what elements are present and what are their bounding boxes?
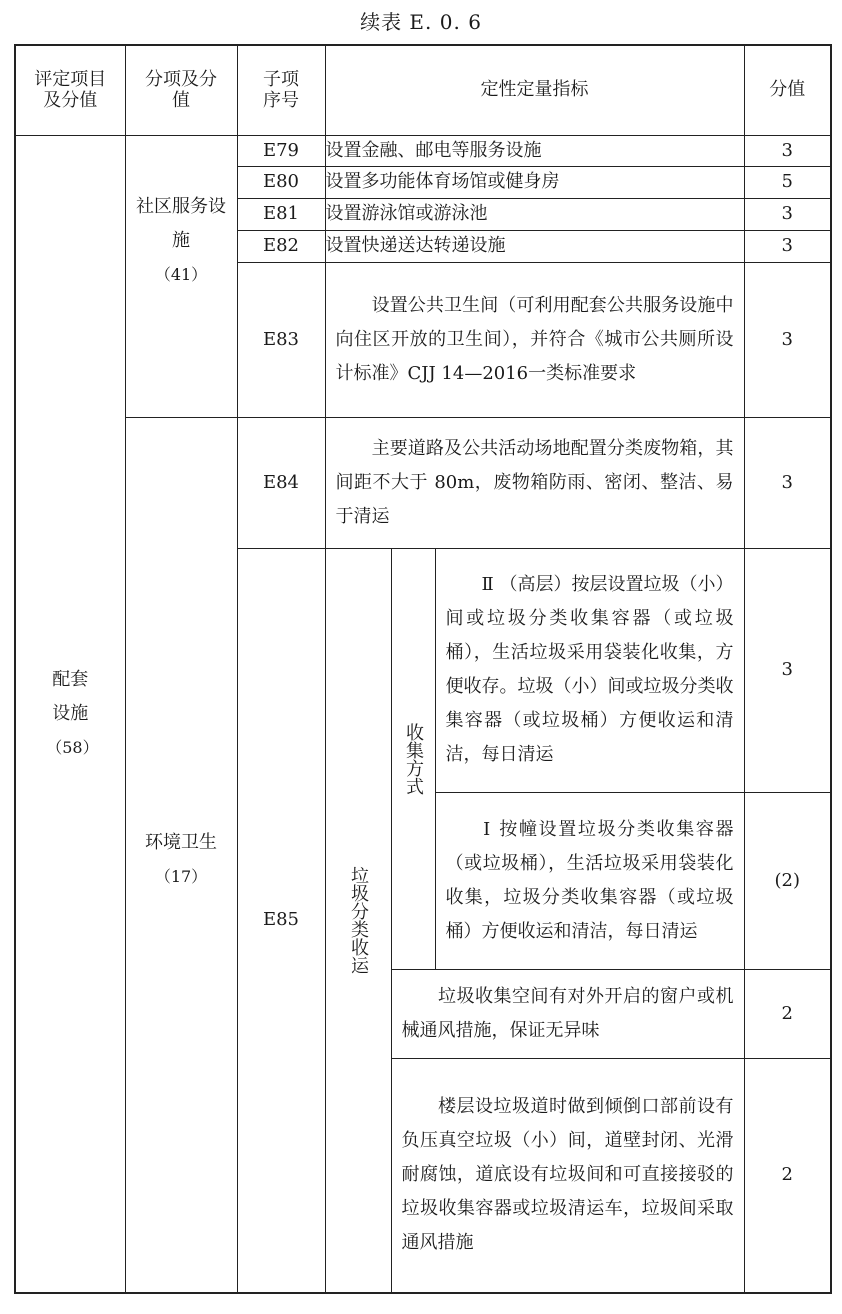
item-code: E82 [237, 230, 325, 262]
item-score: 3 [744, 135, 831, 166]
header-criteria [325, 45, 744, 135]
item-score: 3 [744, 262, 831, 417]
table-caption: 续表 E. 0. 6 [360, 10, 482, 34]
item-code: E83 [237, 262, 325, 417]
item-text: 设置快递送达转递设施 [325, 230, 744, 262]
group-name: 社区服务设施 [136, 195, 226, 251]
option-1-score: (2) [744, 792, 831, 969]
header-score [744, 45, 831, 135]
item-text: 设置金融、邮电等服务设施 [325, 135, 744, 166]
group-score: （17） [154, 866, 208, 886]
table-row [15, 135, 831, 166]
item-text-cell [391, 1058, 744, 1293]
item-text: 主要道路及公共活动场地配置分类废物箱，其间距不大于 80m，废物箱防雨、密闭、整洁、易于清运 [335, 437, 734, 527]
header-category-label: 评定项目及分值 [34, 68, 107, 112]
table-row [15, 417, 831, 548]
header-code-label: 子项序号 [263, 68, 299, 112]
chute-text: 楼层设垃圾道时做到倾倒口部前设有负压真空垃圾（小）间，道壁封闭、光滑耐腐蚀，道底设有垃圾间和可直接接驳的垃圾收集容器或垃圾清运车，垃圾间采取通风措施 [401, 1096, 734, 1254]
option-2-score: 3 [744, 548, 831, 792]
waste-sorting-cell [325, 548, 391, 1293]
item-text-cell [391, 969, 744, 1058]
header-criteria-label: 定性定量指标 [480, 79, 589, 101]
ventilation-score: 2 [744, 969, 831, 1058]
collection-method-cell [391, 548, 435, 969]
group-name: 环境卫生 [145, 831, 217, 853]
chute-score: 2 [744, 1058, 831, 1293]
header-row [15, 45, 831, 135]
category-cell [15, 135, 125, 1293]
option-2-text: Ⅱ （高层）按层设置垃圾（小）间或垃圾分类收集容器（或垃圾桶），生活垃圾采用袋装化收集，方便收存。垃圾（小）间或垃圾分类收集容器（或垃圾桶）方便收运和清洁，每日清运 [445, 574, 734, 765]
evaluation-table [14, 44, 832, 1294]
item-text: 设置公共卫生间（可利用配套公共服务设施中向住区开放的卫生间），并符合《城市公共厕所设计标准》CJJ 14—2016一类标准要求 [335, 294, 734, 384]
header-code [237, 45, 325, 135]
header-score-label: 分值 [769, 79, 806, 101]
item-score: 3 [744, 230, 831, 262]
item-code: E80 [237, 166, 325, 198]
group-score: （41） [154, 264, 208, 284]
item-score: 5 [744, 166, 831, 198]
group-community-services [125, 135, 237, 417]
item-text-cell [435, 792, 744, 969]
header-subcategory-label: 分项及分值 [145, 68, 217, 112]
item-text-cell [435, 548, 744, 792]
item-score: 3 [744, 417, 831, 548]
item-text-cell [325, 417, 744, 548]
collection-method-label: 收集方式 [403, 722, 424, 795]
header-subcategory [125, 45, 237, 135]
item-text: 设置多功能体育场馆或健身房 [325, 166, 744, 198]
waste-sorting-label: 垃圾分类收运 [348, 866, 369, 975]
option-1-text: Ⅰ 按幢设置垃圾分类收集容器（或垃圾桶），生活垃圾采用袋装化收集，垃圾分类收集容器（或垃圾桶）方便收运和清洁，每日清运 [445, 818, 734, 942]
header-category [15, 45, 125, 135]
group-sanitation [125, 417, 237, 1293]
item-text-cell [325, 262, 744, 417]
item-code: E85 [237, 548, 325, 1293]
category-score: （58） [46, 737, 99, 757]
category-name: 配套设施 [52, 668, 89, 724]
item-text: 设置游泳馆或游泳池 [325, 198, 744, 230]
ventilation-text: 垃圾收集空间有对外开启的窗户或机械通风措施，保证无异味 [401, 985, 734, 1041]
item-score: 3 [744, 198, 831, 230]
item-code: E81 [237, 198, 325, 230]
item-code: E84 [237, 417, 325, 548]
item-code: E79 [237, 135, 325, 166]
